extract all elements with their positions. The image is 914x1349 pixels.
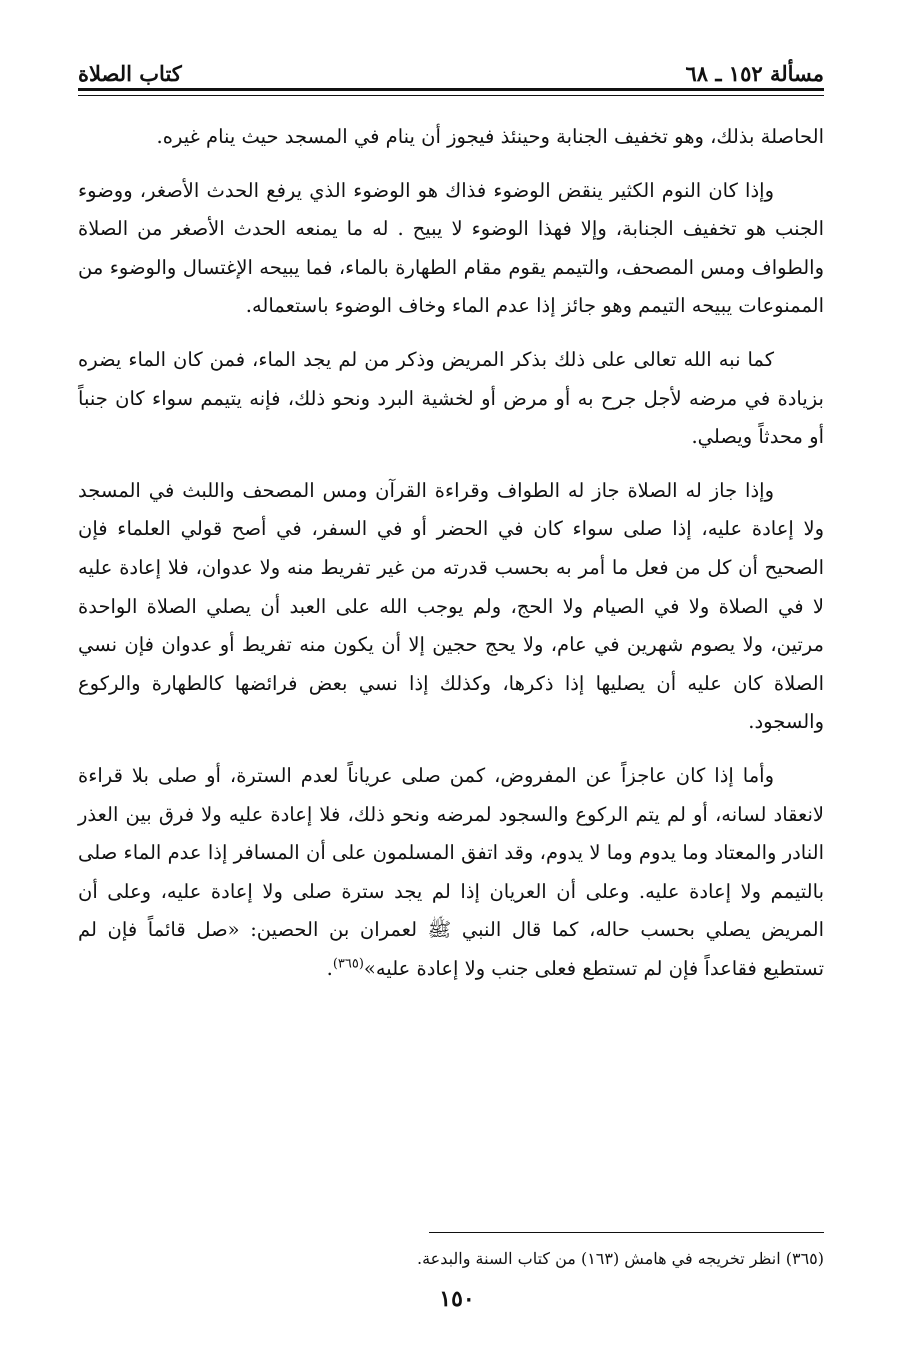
paragraph-3: كما نبه الله تعالى على ذلك بذكر المريض وذكر من لم يجد الماء، فمن كان الماء يضره بزيادة في مرضه لأجل جرح به أو مرض أو لخشية البرد ونحو ذلك، فإنه يتيمم سواء كان جنباً أو محدثاً ويصلي. <box>78 347 824 449</box>
page-number: ١٥٠ <box>439 1286 475 1312</box>
footnote-reference: (٣٦٥) <box>332 956 364 972</box>
header-rule-thick <box>78 88 824 91</box>
paragraph-1: الحاصلة بذلك، وهو تخفيف الجنابة وحينئذ فيجوز أن ينام في المسجد حيث ينام غيره. <box>156 125 824 148</box>
header-rule-thin <box>78 95 824 96</box>
book-title: كتاب الصلاة <box>78 61 182 86</box>
paragraph-5-text: وأما إذا كان عاجزاً عن المفروض، كمن صلى عرياناً لعدم السترة، أو صلى بلا قراءة لانعقاد لسانه، أو لم يتم الركوع والسجود لمرضه ونحو ذلك، فلا إعادة عليه ولا فرق بين العذر النادر والمعتاد وما يدوم وما لا يدوم، وقد اتفق المسلمون على أن المسافر إذا عدم الماء صلى بالتيمم ولا إعادة عليه. وعلى أن العريان إذا لم يجد سترة صلى ولا إعادة عليه، وعلى أن المريض يصلي بحسب حاله، كما قال النبي ﷺ لعمران بن الحصين: «صل قائماً فإن لم تستطيع فقاعداً فإن لم تستطع فعلى جنب ولا إعادة عليه» <box>78 763 824 980</box>
paragraph-5-end: . <box>326 956 333 980</box>
paragraph-5 <box>78 757 824 989</box>
body-text <box>78 118 824 1003</box>
footnote-rule <box>429 1232 824 1233</box>
running-header <box>78 50 824 86</box>
footnote: (٣٦٥) انظر تخريجه في هامش (١٦٣) من كتاب السنة والبدعة. <box>416 1249 824 1268</box>
paragraph-4: وإذا جاز له الصلاة جاز له الطواف وقراءة القرآن ومس المصحف واللبث في المسجد ولا إعادة عليه، إذا صلى سواء كان في الحضر أو في السفر، في أصح قولي العلماء فإن الصحيح أن كل من فعل ما أمر به بحسب قدرته من غير تفريط منه ولا عدوان، فلا إعادة عليه لا في الصلاة ولا في الصيام ولا الحج، ولم يوجب الله على العبد أن يصلي الصلاة الواحدة مرتين، ولا يصوم شهرين في عام، ولا يحج حجين إلا أن يكون منه تفريط أو عدوان فإن نسي الصلاة كان عليه أن يصليها إذا ذكرها، وكذلك إذا نسي بعض فرائضها كالطهارة والركوع والسجود. <box>78 478 824 734</box>
section-title: مسألة ١٥٢ ـ ٦٨ <box>685 61 824 86</box>
paragraph-2: وإذا كان النوم الكثير ينقض الوضوء فذاك هو الوضوء الذي يرفع الحدث الأصغر، ووضوء الجنب هو تخفيف الجنابة، وإلا فهذا الوضوء لا يبيح . له ما يمنعه الحدث الأصغر من الصلاة والطواف ومس المصحف، والتيمم يقوم مقام الطهارة بالماء، فما يبيحه الإغتسال والوضوء من الممنوعات يبيحه التيمم وهو جائز إذا عدم الماء وخاف الوضوء باستعماله. <box>78 178 824 318</box>
